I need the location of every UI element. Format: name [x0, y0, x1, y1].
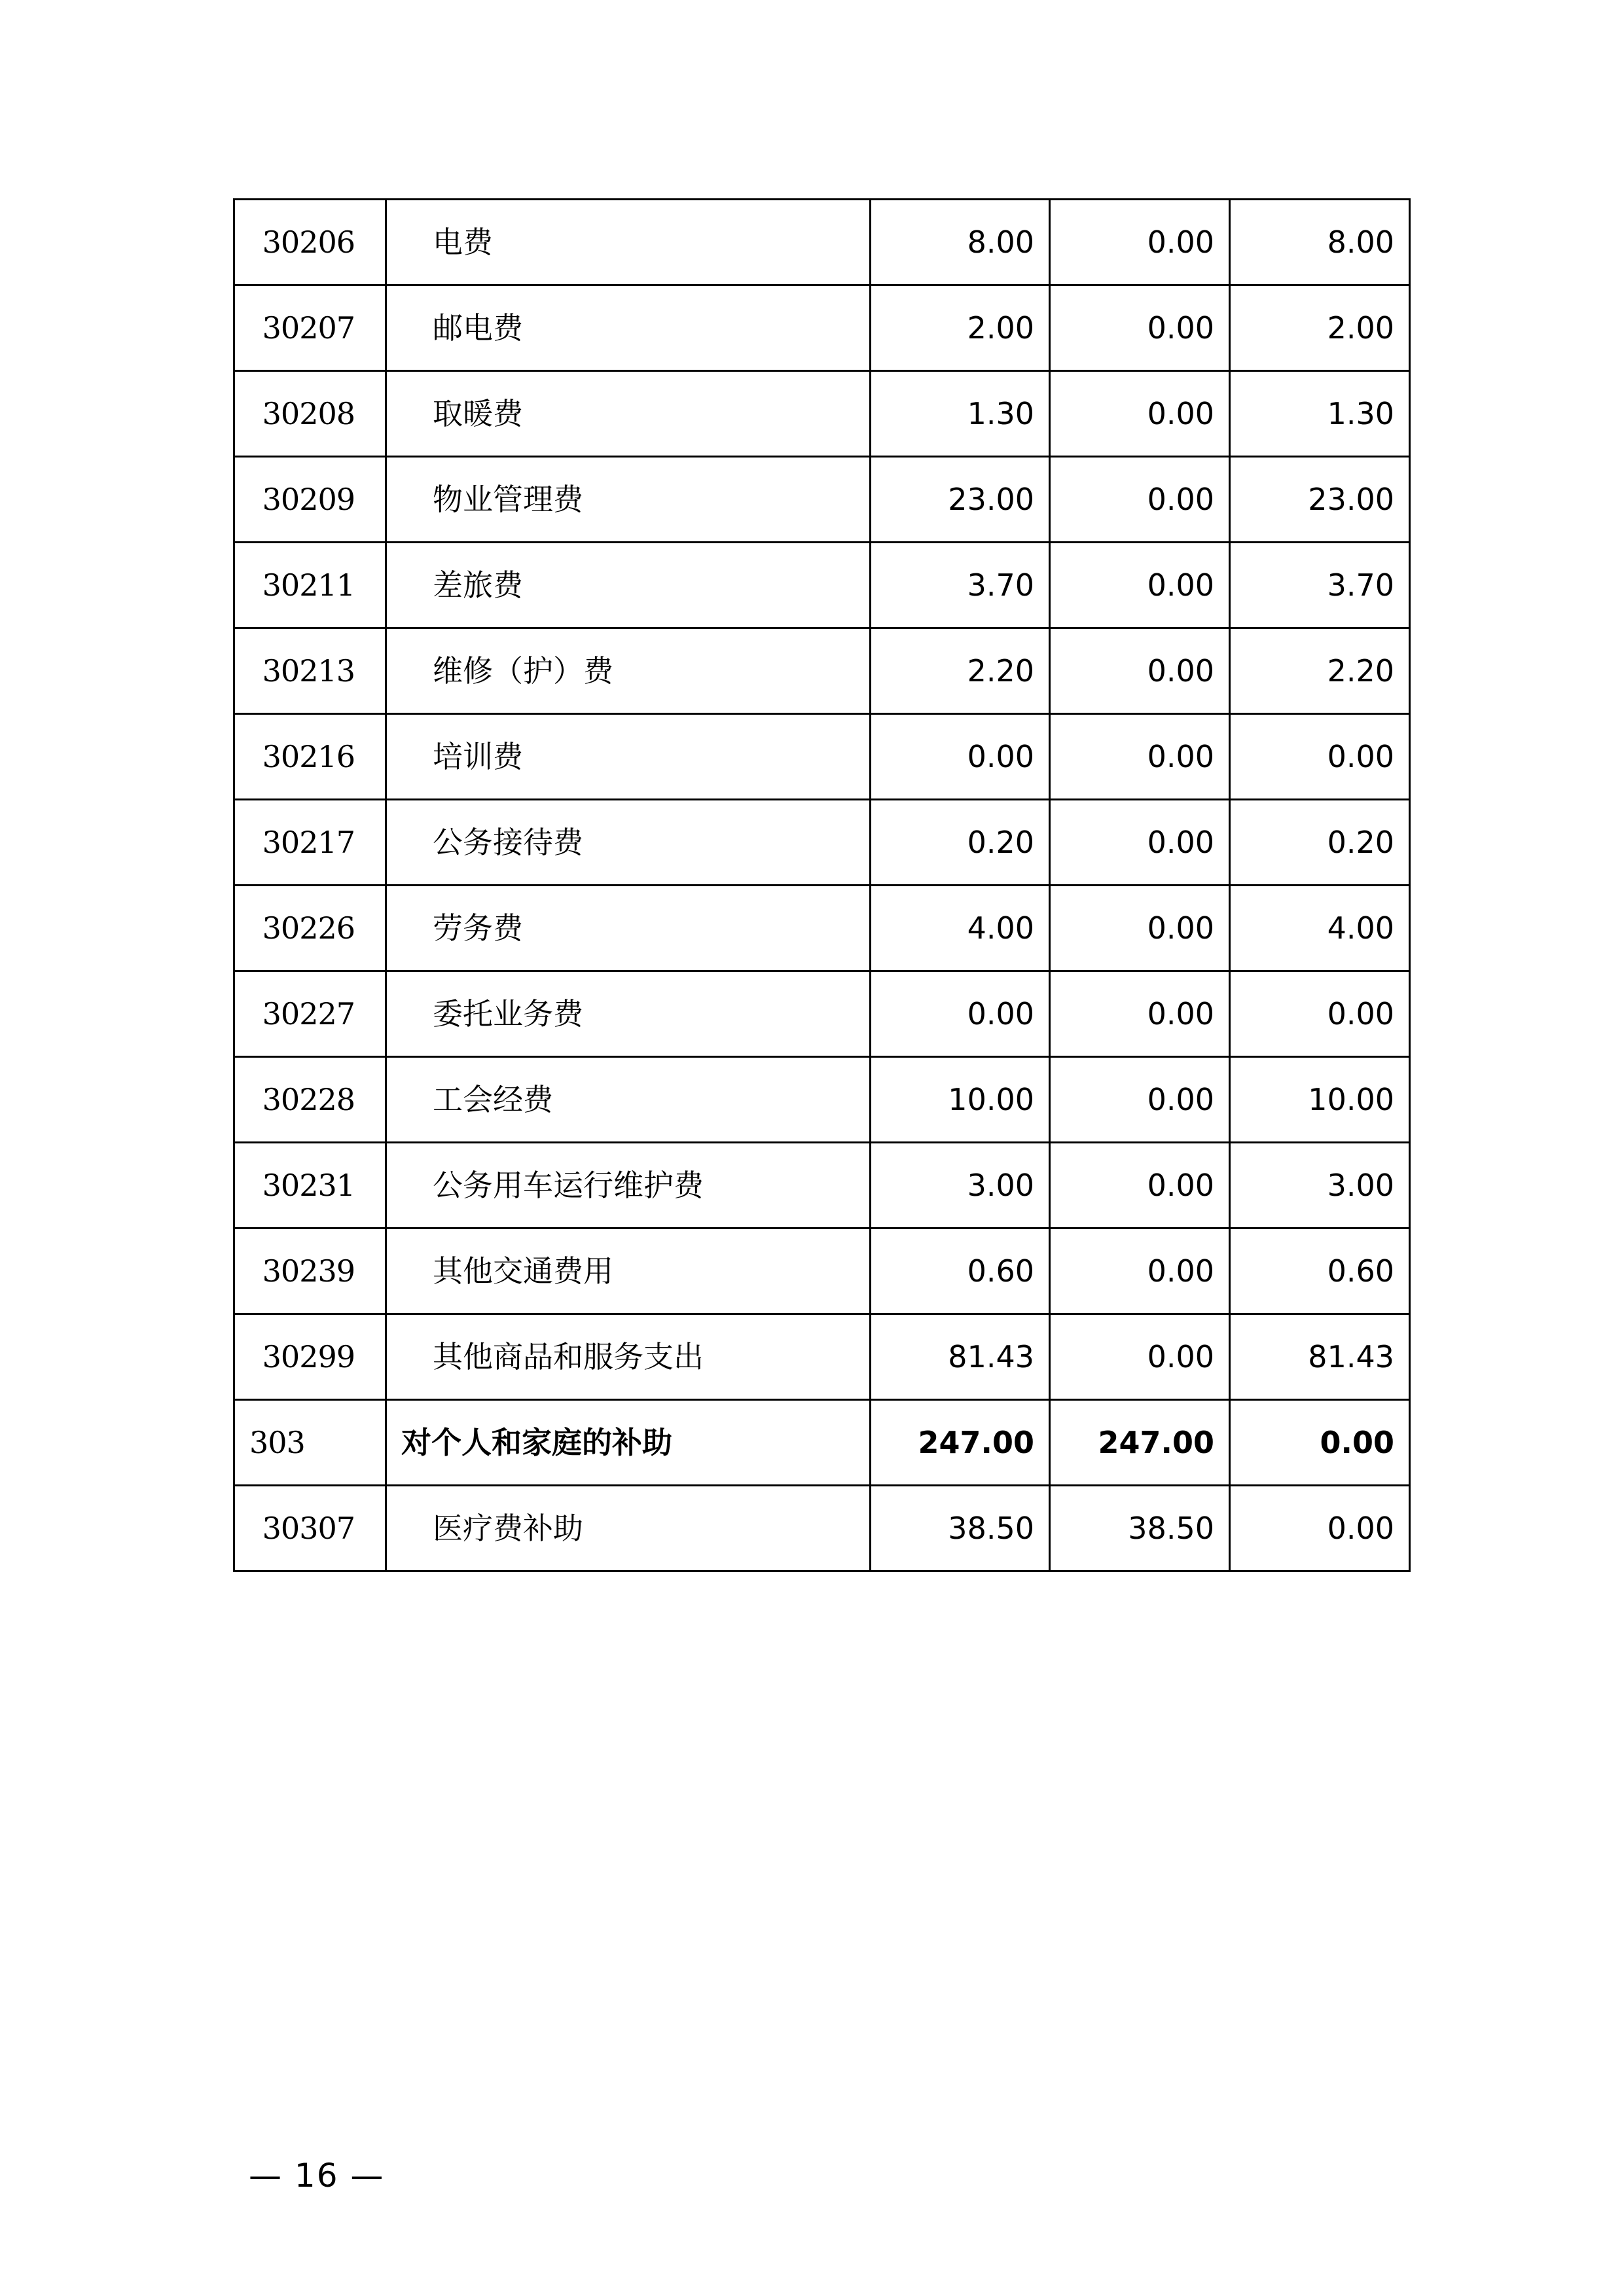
row-name: 工会经费 [386, 1057, 871, 1143]
row-code: 30211 [234, 543, 386, 628]
row-name: 差旅费 [386, 543, 871, 628]
table-row [234, 457, 1410, 543]
row-project: 10.00 [1230, 1057, 1410, 1143]
table-row [234, 200, 1410, 285]
row-project: 0.00 [1230, 1486, 1410, 1571]
row-name: 公务接待费 [386, 800, 871, 886]
row-name: 邮电费 [386, 285, 871, 371]
row-basic: 0.00 [1050, 886, 1230, 971]
row-project: 1.30 [1230, 371, 1410, 457]
row-total: 0.20 [871, 800, 1050, 886]
row-project: 2.20 [1230, 628, 1410, 714]
row-total: 8.00 [871, 200, 1050, 285]
group-total: 247.00 [871, 1400, 1050, 1486]
group-name: 对个人和家庭的补助 [386, 1400, 871, 1486]
row-project: 23.00 [1230, 457, 1410, 543]
row-code: 30207 [234, 285, 386, 371]
row-total: 3.70 [871, 543, 1050, 628]
row-code: 30231 [234, 1143, 386, 1229]
row-basic: 38.50 [1050, 1486, 1230, 1571]
row-total: 4.00 [871, 886, 1050, 971]
row-code: 30206 [234, 200, 386, 285]
row-code: 30209 [234, 457, 386, 543]
row-name: 物业管理费 [386, 457, 871, 543]
row-code: 30216 [234, 714, 386, 800]
row-code: 30217 [234, 800, 386, 886]
row-project: 0.00 [1230, 971, 1410, 1057]
row-basic: 0.00 [1050, 714, 1230, 800]
row-code: 30239 [234, 1229, 386, 1314]
row-project: 4.00 [1230, 886, 1410, 971]
row-name: 其他商品和服务支出 [386, 1314, 871, 1400]
row-project: 3.70 [1230, 543, 1410, 628]
row-total: 0.00 [871, 971, 1050, 1057]
table-row [234, 285, 1410, 371]
table-row [234, 1486, 1410, 1571]
group-code: 303 [234, 1400, 386, 1486]
row-total: 81.43 [871, 1314, 1050, 1400]
row-project: 0.60 [1230, 1229, 1410, 1314]
row-basic: 0.00 [1050, 285, 1230, 371]
page-number: — 16 — [249, 2157, 385, 2195]
table-row [234, 371, 1410, 457]
row-name: 医疗费补助 [386, 1486, 871, 1571]
row-basic: 0.00 [1050, 543, 1230, 628]
table-body [234, 200, 1410, 1571]
row-basic: 0.00 [1050, 1314, 1230, 1400]
row-basic: 0.00 [1050, 200, 1230, 285]
expenditure-table [233, 198, 1411, 1572]
row-basic: 0.00 [1050, 628, 1230, 714]
row-code: 30227 [234, 971, 386, 1057]
row-code: 30208 [234, 371, 386, 457]
table-row [234, 543, 1410, 628]
row-name: 取暖费 [386, 371, 871, 457]
row-total: 0.60 [871, 1229, 1050, 1314]
row-total: 2.00 [871, 285, 1050, 371]
group-project: 0.00 [1230, 1400, 1410, 1486]
table-row [234, 714, 1410, 800]
row-code: 30299 [234, 1314, 386, 1400]
row-total: 0.00 [871, 714, 1050, 800]
row-basic: 0.00 [1050, 1057, 1230, 1143]
table-row [234, 886, 1410, 971]
group-basic: 247.00 [1050, 1400, 1230, 1486]
table-row [234, 800, 1410, 886]
row-project: 0.20 [1230, 800, 1410, 886]
row-total: 1.30 [871, 371, 1050, 457]
row-project: 3.00 [1230, 1143, 1410, 1229]
table-row [234, 1314, 1410, 1400]
table-row [234, 971, 1410, 1057]
row-name: 劳务费 [386, 886, 871, 971]
table-row [234, 1057, 1410, 1143]
row-total: 10.00 [871, 1057, 1050, 1143]
row-name: 公务用车运行维护费 [386, 1143, 871, 1229]
row-project: 2.00 [1230, 285, 1410, 371]
row-code: 30213 [234, 628, 386, 714]
row-total: 2.20 [871, 628, 1050, 714]
row-code: 30307 [234, 1486, 386, 1571]
row-code: 30228 [234, 1057, 386, 1143]
row-basic: 0.00 [1050, 971, 1230, 1057]
row-basic: 0.00 [1050, 371, 1230, 457]
table-row [234, 1229, 1410, 1314]
row-basic: 0.00 [1050, 1229, 1230, 1314]
row-code: 30226 [234, 886, 386, 971]
row-basic: 0.00 [1050, 457, 1230, 543]
row-total: 23.00 [871, 457, 1050, 543]
row-total: 38.50 [871, 1486, 1050, 1571]
table-group-row [234, 1400, 1410, 1486]
row-name: 其他交通费用 [386, 1229, 871, 1314]
row-name: 维修（护）费 [386, 628, 871, 714]
row-project: 8.00 [1230, 200, 1410, 285]
row-basic: 0.00 [1050, 1143, 1230, 1229]
table-row [234, 628, 1410, 714]
row-name: 委托业务费 [386, 971, 871, 1057]
row-basic: 0.00 [1050, 800, 1230, 886]
row-total: 3.00 [871, 1143, 1050, 1229]
row-project: 0.00 [1230, 714, 1410, 800]
row-name: 电费 [386, 200, 871, 285]
row-name: 培训费 [386, 714, 871, 800]
table-row [234, 1143, 1410, 1229]
row-project: 81.43 [1230, 1314, 1410, 1400]
